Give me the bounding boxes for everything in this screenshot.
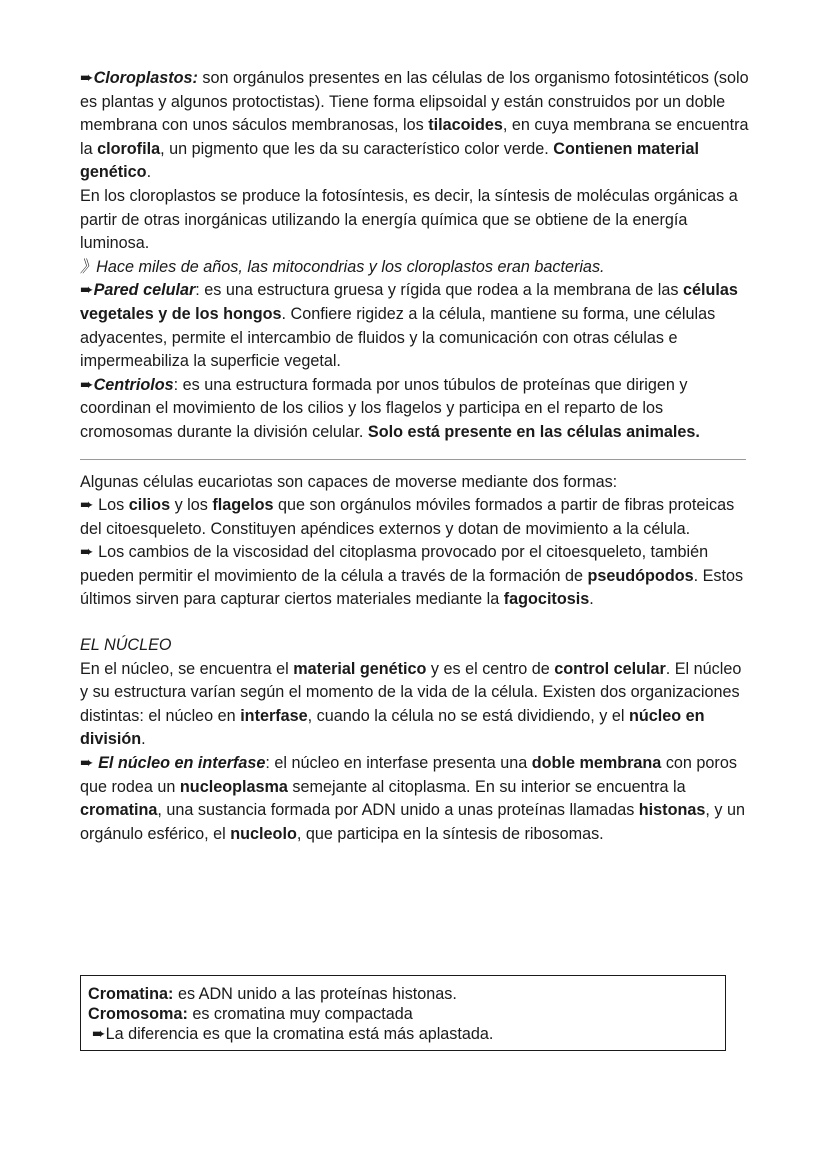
bold-nucleoplasma: nucleoplasma: [179, 777, 288, 796]
text: . Estos últimos sirven para capturar ciertos materiales mediante la: [80, 566, 744, 609]
definition-cromosoma: [88, 1004, 717, 1024]
text: : es una estructura formada por unos túbulos de proteínas que dirigen y coordinan el movimiento de los cilios y los flagelos y participa en el reparto de los cromosomas durante la división celular.: [80, 375, 688, 441]
text: con poros que rodea un: [80, 754, 737, 796]
arrow-icon: ➨: [80, 496, 94, 515]
definition-cromatina: [88, 984, 717, 1004]
section-heading-nucleo: [80, 634, 750, 658]
text: : es una estructura gruesa y rígida que rodea a la membrana de las: [195, 281, 683, 300]
text: son orgánulos presentes en las células de los organismo fotosintéticos (solo es plantas y algunos protoctistas). Tiene forma elipsoidal y están construidos por un doble membrana con unos sáculos membranosas, los: [80, 69, 749, 135]
text: , que participa en la síntesis de ribosomas.: [296, 824, 604, 843]
bold-material-genetico: material genético: [293, 659, 427, 678]
bold-pseudopodos: pseudópodos: [587, 566, 694, 585]
text: .: [589, 590, 594, 609]
text: La diferencia es que la cromatina está más aplastada.: [105, 1025, 494, 1043]
term-pared-celular: Pared celular: [93, 281, 196, 300]
bold-interfase: interfase: [240, 706, 308, 725]
bold-nucleolo: nucleolo: [230, 824, 297, 843]
bold-nucleo-en-division: núcleo en división: [80, 706, 705, 749]
document-body: [80, 67, 750, 846]
text: es cromatina muy compactada: [187, 1005, 413, 1023]
note-bacterias: [80, 256, 750, 280]
bold-histonas: histonas: [638, 801, 706, 820]
paragraph-nucleo: [80, 658, 750, 752]
text: es ADN unido a las proteínas histonas.: [173, 985, 457, 1003]
text: En el núcleo, se encuentra el: [80, 659, 294, 678]
text: Los: [93, 496, 129, 515]
bold-cromatina: cromatina: [80, 801, 158, 820]
term-nucleo-interfase: El núcleo en interfase: [98, 754, 266, 773]
bold-flagelos: flagelos: [212, 496, 274, 515]
bold-doble-membrana: doble membrana: [531, 754, 662, 773]
term-centriolos: Centriolos: [93, 375, 174, 394]
heading-text: EL NÚCLEO: [80, 636, 172, 655]
definitions-box: [80, 975, 726, 1051]
arrow-icon: ➨: [80, 543, 94, 562]
paragraph-cloroplastos: [80, 67, 750, 185]
arrow-icon: ➨: [80, 375, 94, 394]
paragraph-fotosintesis: En los cloroplastos se produce la fotosíntesis, es decir, la síntesis de moléculas orgánicas a partir de otras inorgánicas utilizando la energía química que se obtiene de la energía luminosa.: [80, 186, 738, 253]
bold-fagocitosis: fagocitosis: [503, 590, 590, 609]
spacer: [80, 612, 750, 634]
text: , y un orgánulo esférico, el: [80, 801, 745, 843]
text: semejante al citoplasma. En su interior se encuentra la: [287, 777, 686, 796]
paragraph-movimiento-intro: Algunas células eucariotas son capaces de moverse mediante dos formas:: [80, 472, 618, 491]
text: , un pigmento que les da su característico color verde.: [160, 139, 554, 158]
paragraph-centriolos: [80, 374, 750, 445]
paragraph-nucleo-interfase: [80, 752, 750, 846]
note-diferencia: [88, 1024, 717, 1044]
bold-control-celular: control celular: [554, 659, 666, 678]
arrow-icon: ➨: [92, 1025, 106, 1043]
term-cromosoma: Cromosoma:: [88, 1005, 188, 1023]
arrow-icon: ➨: [80, 281, 94, 300]
text: . Confiere rigidez a la célula, mantiene su forma, une células adyacentes, permite el intercambio de fluidos y la comunicación con otras células e impermeabiliza la superficie vegetal.: [80, 304, 716, 371]
text: que son orgánulos móviles formados a partir de fibras proteicas del citoesqueleto. Constituyen apéndices externos y dotan de movimiento a la célula.: [80, 496, 735, 538]
text: Los cambios de la viscosidad del citoplasma provocado por el citoesqueleto, también pueden permitir el movimiento de la célula a través de la formación de: [80, 543, 709, 585]
paragraph-pared-celular: [80, 279, 750, 373]
term-cloroplastos: Cloroplastos:: [93, 69, 198, 87]
text: y es el centro de: [426, 659, 555, 678]
bold-celulas-vegetales: células vegetales y de los hongos: [80, 281, 738, 323]
bold-tilacoides: tilacoides: [428, 116, 503, 135]
text: .: [141, 730, 146, 749]
text: . El núcleo y su estructura varían según el momento de la vida de la célula. Existen dos organizaciones distintas: el núcleo en: [80, 659, 742, 725]
bold-material-genetico: Contienen material genético: [80, 139, 700, 182]
text: : el núcleo en interfase presenta una: [265, 754, 532, 773]
text: , una sustancia formada por ADN unido a unas proteínas llamadas: [157, 801, 639, 820]
list-item-cilios: [80, 494, 750, 541]
text: , cuando la célula no se está dividiendo, y el: [307, 706, 629, 725]
arrow-icon: ➨: [80, 754, 94, 773]
term-cromatina: Cromatina:: [88, 985, 174, 1003]
text: .: [146, 163, 152, 182]
bold-clorofila: clorofila: [97, 139, 161, 158]
bold-cilios: cilios: [128, 496, 171, 515]
text: , en cuya membrana se encuentra la: [80, 116, 749, 158]
list-item-viscosidad: [80, 541, 750, 612]
bold-solo-animales: Solo está presente en las células animales.: [367, 422, 700, 441]
horizontal-divider: [80, 459, 746, 460]
text: y los: [170, 496, 213, 515]
arrow-icon: ➨: [80, 69, 94, 87]
note-text: 》Hace miles de años, las mitocondrias y los cloroplastos eran bacterias.: [80, 257, 605, 276]
